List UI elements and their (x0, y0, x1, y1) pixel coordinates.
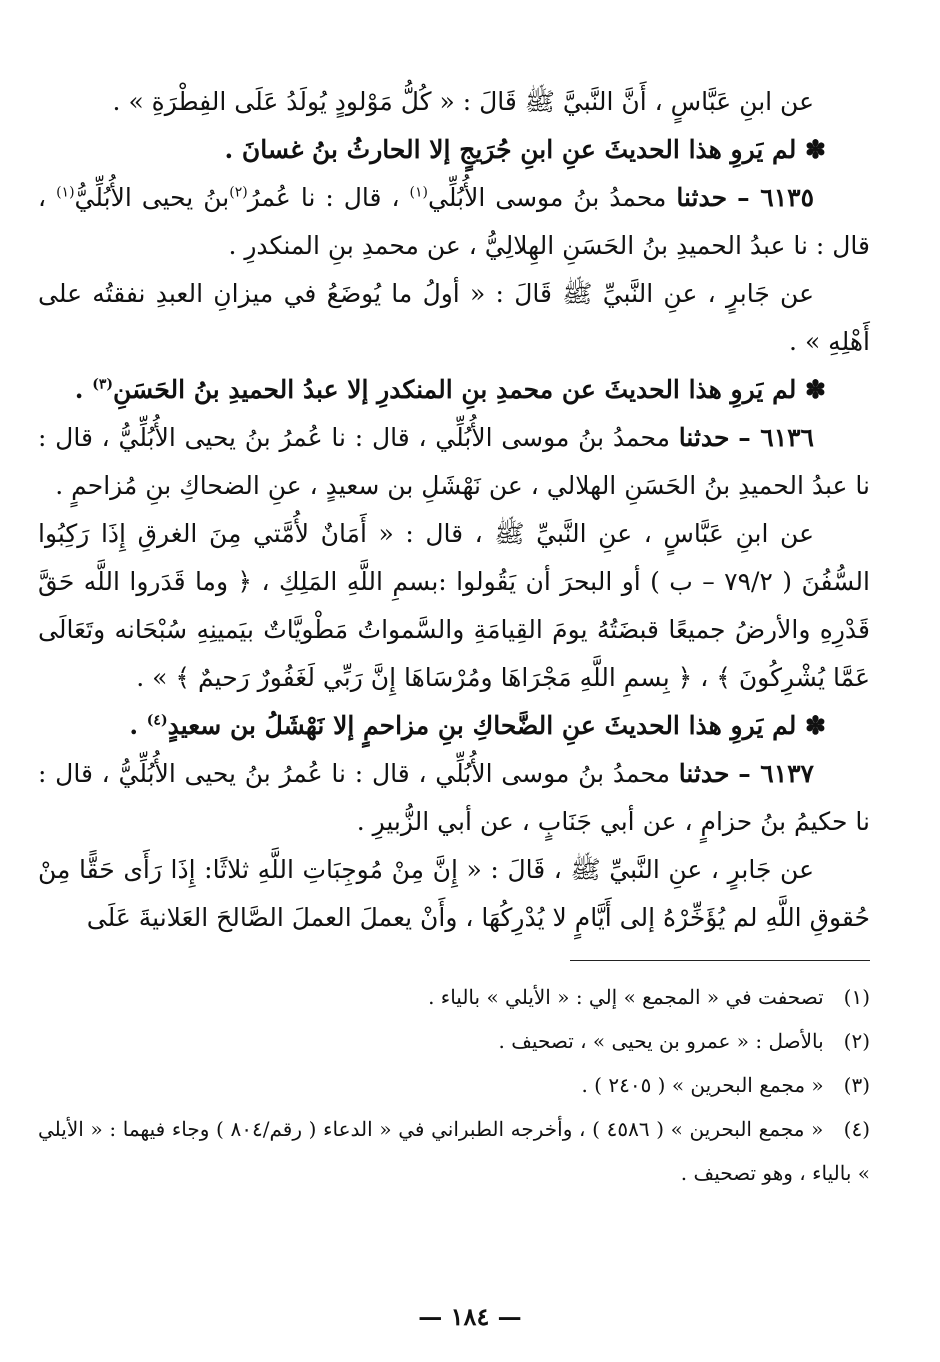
commentary-note (38, 366, 870, 414)
hadith-number: ٦١٣٦ – (738, 423, 814, 452)
footnote-label: (١) (843, 985, 870, 1009)
isnad-text: محمدُ بنُ موسى الأُبُلِّي ، قال : نا عُمرُ بنُ يحيى الأُبُلِّيُّ ، قال : نا حكيمُ بنُ حزامٍ ، عن أبي جَنَابٍ ، عن أبي الزُّبيرِ . (38, 759, 870, 836)
footnote-item (38, 1107, 870, 1195)
asterisk-icon: ✽ (805, 375, 826, 404)
paragraph-text: عن ابنِ عَبَّاسٍ ، أَنَّ النَّبيَّ ﷺ قَالَ : « كُلُّ مَوْلودٍ يُولَدُ عَلَى الفِطْرَةِ » . (112, 87, 814, 116)
isnad-text: ، قال : نا عُمرُ (247, 183, 400, 212)
paragraph-text: عن جَابرٍ ، عنِ النَّبيِّ ﷺ ، قَالَ : « إِنَّ مِنْ مُوجِبَاتِ اللَّهِ ثلاثًا: إِذَا رَأَى حَقًّا مِنْ حُقوقِ اللَّهِ لم يُؤَخِّرْهُ إلى أَيَّامٍ لا يُدْرِكُهَا ، وأَنْ يعملَ العملَ الصَّالحَ العَلانيةَ عَلَى (38, 855, 870, 932)
hadith-lead: حدثنا (676, 183, 728, 212)
footnote-label: (٤) (843, 1117, 870, 1141)
asterisk-icon: ✽ (805, 135, 826, 164)
hadith-entry (38, 750, 870, 846)
page-number: — ١٨٤ — (418, 1302, 522, 1331)
hadith-lead: حدثنا (678, 759, 730, 788)
note-text: لم يَروِ هذا الحديثَ عنِ ابنِ جُرَيجٍ إلا الحارثُ بنُ غسانَ . (224, 135, 797, 164)
note-end: . (129, 711, 147, 740)
note-text: لم يَروِ هذا الحديثَ عنِ الضَّحاكِ بنِ مزاحمٍ إلا نَهْشَلُ بن سعيدٍ (167, 711, 797, 740)
hadith-continuation (38, 510, 870, 702)
footnote-label: (٢) (843, 1029, 870, 1053)
hadith-continuation (38, 270, 870, 366)
footnote-text: تصحفت في « المجمع » إلي : « الأيلي » بالياء . (428, 985, 824, 1009)
paragraph-text: عن جَابرٍ ، عنِ النَّبيِّ ﷺ قَالَ : « أولُ ما يُوضَعُ في ميزانِ العبدِ نفقتُه على أَهْلِهِ » . (38, 279, 870, 356)
footnote-text: « مجمع البحرين » ( ٤٥٨٦ ) ، وأخرجه الطبراني في « الدعاء ( رقم/٨٠٤ ) وجاء فيهما : « الأيلي » بالياء ، وهو تصحيف . (38, 1117, 870, 1185)
hadith-continuation (38, 846, 870, 942)
isnad-text: بنُ يحيى الأُبُلِّيُّ (74, 183, 230, 212)
hadith-number: ٦١٣٥ – (737, 183, 815, 212)
footnote-item (38, 975, 870, 1019)
footnote-divider (570, 960, 870, 961)
footnote-text: « مجمع البحرين » ( ٢٤٠٥ ) . (581, 1073, 824, 1097)
hadith-number: ٦١٣٧ – (738, 759, 814, 788)
hadith-entry (38, 414, 870, 510)
footnote-ref[interactable]: (٢) (229, 184, 248, 201)
note-text: لم يَروِ هذا الحديثَ عن محمدِ بنِ المنكدرِ إلا عبدُ الحميدِ بنُ الحَسَنِ (112, 375, 797, 404)
footnote-item (38, 1063, 870, 1107)
book-page (38, 78, 870, 1195)
footnote-ref[interactable]: (١) (56, 184, 75, 201)
footnote-text: بالأصل : « عمرو بن يحيى » ، تصحيف . (498, 1029, 824, 1053)
footnote-ref[interactable]: (٣) (92, 376, 113, 393)
asterisk-icon: ✽ (805, 711, 826, 740)
hadith-entry (38, 174, 870, 270)
footnotes (38, 975, 870, 1195)
note-end: . (74, 375, 93, 404)
isnad-text: ، قال : نا عبدُ الحميدِ بنُ الحَسَنِ الهِلالِيُّ ، عن محمدِ بنِ المنكدرِ . (38, 183, 870, 260)
footnote-label: (٣) (843, 1073, 870, 1097)
footnote-ref[interactable]: (١) (409, 184, 428, 201)
isnad-text: محمدُ بنُ موسى الأُبُلِّي ، قال : نا عُمرُ بنُ يحيى الأُبُلِّيُّ ، قال : نا عبدُ الحميدِ بنُ الحَسَنِ الهلالي ، عن نَهْشَلِ بن سعيدٍ ، عنِ الضحاكِ بنِ مُزاحمٍ . (38, 423, 870, 500)
commentary-note (38, 126, 870, 174)
hadith-lead: حدثنا (678, 423, 730, 452)
paragraph-text: عن ابنِ عَبَّاسٍ ، عنِ النَّبيِّ ﷺ ، قال : « أَمَانٌ لأُمَّتي مِنَ الغرقِ إِذَا رَكِبُوا السُّفُنَ ( ٧٩/٢ – ب ) أو البحرَ أن يَقُولوا :بسمِ اللَّهِ المَلِكِ ، ﴿ وما قَدَروا اللَّه حَقَّ قَدْرِهِ والأرضُ جميعًا قبضَتُهُ يومَ القِيامَةِ والسَّمواتُ مَطْويَّاتٌ بيَمينِهِ سُبْحَانه وتَعَالَى عَمَّا يُشْرِكُونَ ﴾ ، ﴿ بِسمِ اللَّهِ مَجْرَاهَا ومُرْسَاهَا إِنَّ رَبِّي لَغَفُورٌ رَحيمٌ ﴾ » . (38, 519, 870, 692)
footnote-item (38, 1019, 870, 1063)
main-text (38, 78, 870, 942)
commentary-note (38, 702, 870, 750)
hadith-continuation (38, 78, 870, 126)
footnote-ref[interactable]: (٤) (146, 712, 168, 729)
isnad-text: محمدُ بنُ موسى الأُبُلِّي (428, 183, 667, 212)
